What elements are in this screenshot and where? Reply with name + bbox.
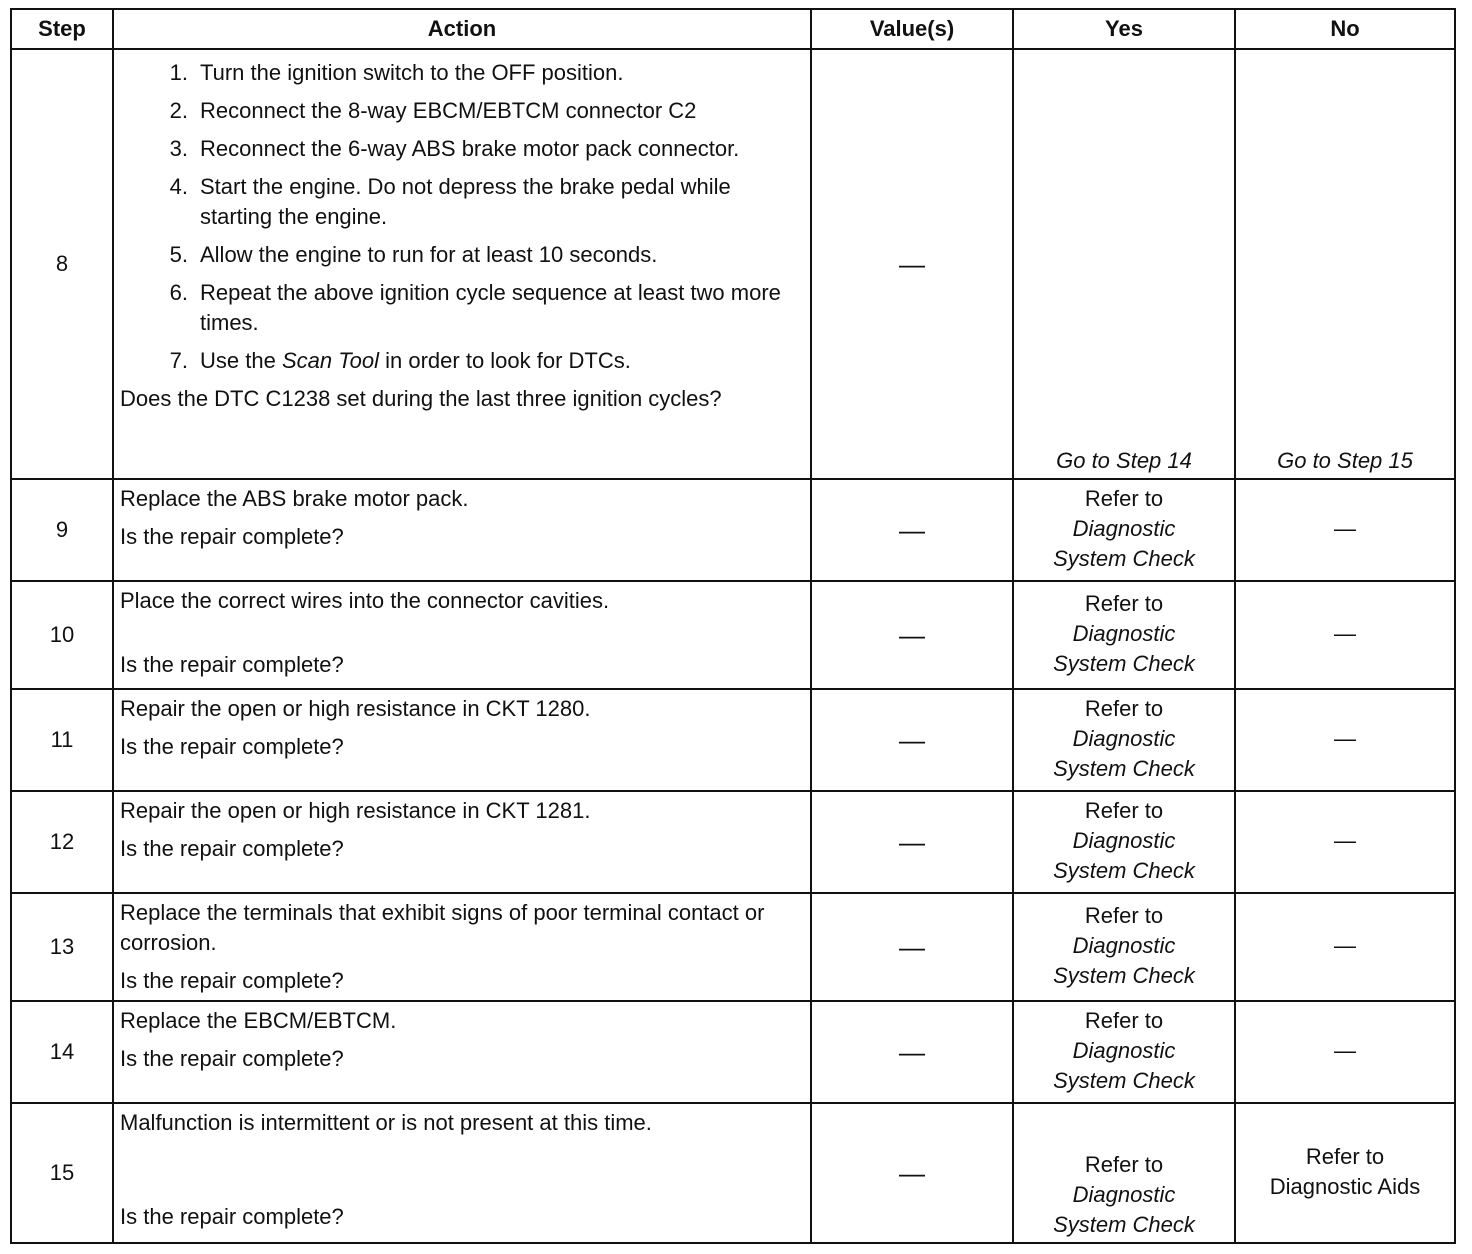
action-cell — [113, 1001, 811, 1103]
yes-cell: Refer to Diagnostic System Check — [1013, 689, 1235, 791]
list-item: 3. Reconnect the 6-way ABS brake motor pack connector. — [169, 136, 740, 161]
header-values: Value(s) — [811, 9, 1013, 49]
yes-cell: Refer to Diagnostic System Check — [1013, 1103, 1235, 1243]
action-question: Is the repair complete? — [120, 1046, 344, 1071]
action-cell — [113, 1103, 811, 1243]
action-cell — [113, 893, 811, 1001]
action-question: Is the repair complete? — [120, 734, 344, 759]
action-cell — [113, 791, 811, 893]
action-text: Repair the open or high resistance in CKT 1281. — [120, 798, 591, 823]
action-text: Malfunction is intermittent or is not present at this time. — [120, 1110, 652, 1135]
yes-cell: Refer to Diagnostic System Check — [1013, 581, 1235, 689]
list-item: 1. Turn the ignition switch to the OFF position. — [169, 60, 624, 85]
value-cell: — — [811, 893, 1013, 1001]
action-question: Does the DTC C1238 set during the last three ignition cycles? — [120, 386, 722, 411]
value-cell: — — [811, 479, 1013, 581]
step-number: 12 — [11, 791, 113, 893]
action-text: Replace the EBCM/EBTCM. — [120, 1008, 397, 1033]
list-item: 4. Start the engine. Do not depress the brake pedal while starting the engine. — [169, 174, 731, 229]
action-text: Replace the terminals that exhibit signs of poor terminal contact or corrosion. — [120, 900, 765, 955]
step-number: 13 — [11, 893, 113, 1001]
action-question: Is the repair complete? — [120, 524, 344, 549]
yes-cell: Go to Step 14 — [1013, 49, 1235, 479]
header-step: Step — [11, 9, 113, 49]
action-text: Repair the open or high resistance in CKT 1280. — [120, 696, 591, 721]
list-item: 7. Use the Scan Tool in order to look for DTCs. — [169, 348, 631, 373]
no-cell: — — [1235, 893, 1455, 1001]
header-action: Action — [113, 9, 811, 49]
no-cell: — — [1235, 581, 1455, 689]
header-yes: Yes — [1013, 9, 1235, 49]
action-cell — [113, 479, 811, 581]
value-cell: — — [811, 49, 1013, 479]
value-cell: — — [811, 791, 1013, 893]
table-row — [11, 1001, 1455, 1103]
list-item: 5. Allow the engine to run for at least 10 seconds. — [169, 242, 658, 267]
no-cell: — — [1235, 479, 1455, 581]
no-cell: Refer to Diagnostic Aids — [1235, 1103, 1455, 1243]
value-cell: — — [811, 1103, 1013, 1243]
yes-cell: Refer to Diagnostic System Check — [1013, 1001, 1235, 1103]
table-row — [11, 479, 1455, 581]
yes-cell: Refer to Diagnostic System Check — [1013, 479, 1235, 581]
value-cell: — — [811, 689, 1013, 791]
action-text: Replace the ABS brake motor pack. — [120, 486, 469, 511]
step-number: 8 — [11, 49, 113, 479]
action-question: Is the repair complete? — [120, 968, 344, 993]
no-cell: — — [1235, 791, 1455, 893]
list-item: 6. Repeat the above ignition cycle sequence at least two more times. — [169, 280, 781, 335]
list-item: 2. Reconnect the 8-way EBCM/EBTCM connector C2 — [169, 98, 697, 123]
diagnostic-table — [10, 8, 1456, 1244]
action-cell — [113, 689, 811, 791]
header-no: No — [1235, 9, 1455, 49]
table-row — [11, 1103, 1455, 1243]
table-row — [11, 893, 1455, 1001]
table-row — [11, 49, 1455, 479]
step-number: 15 — [11, 1103, 113, 1243]
action-question: Is the repair complete? — [120, 1204, 344, 1229]
step-number: 9 — [11, 479, 113, 581]
no-cell: — — [1235, 689, 1455, 791]
action-cell — [113, 581, 811, 689]
action-cell — [113, 49, 811, 479]
table-row — [11, 689, 1455, 791]
value-cell: — — [811, 581, 1013, 689]
step-number: 14 — [11, 1001, 113, 1103]
yes-cell: Refer to Diagnostic System Check — [1013, 893, 1235, 1001]
value-cell: — — [811, 1001, 1013, 1103]
step-number: 11 — [11, 689, 113, 791]
header-row — [11, 9, 1455, 49]
step-number: 10 — [11, 581, 113, 689]
action-question: Is the repair complete? — [120, 652, 344, 677]
action-steps-list — [120, 58, 804, 376]
no-cell: — — [1235, 1001, 1455, 1103]
action-question: Is the repair complete? — [120, 836, 344, 861]
yes-cell: Refer to Diagnostic System Check — [1013, 791, 1235, 893]
action-text: Place the correct wires into the connector cavities. — [120, 588, 610, 613]
no-cell: Go to Step 15 — [1235, 49, 1455, 479]
table-row — [11, 581, 1455, 689]
table-row — [11, 791, 1455, 893]
